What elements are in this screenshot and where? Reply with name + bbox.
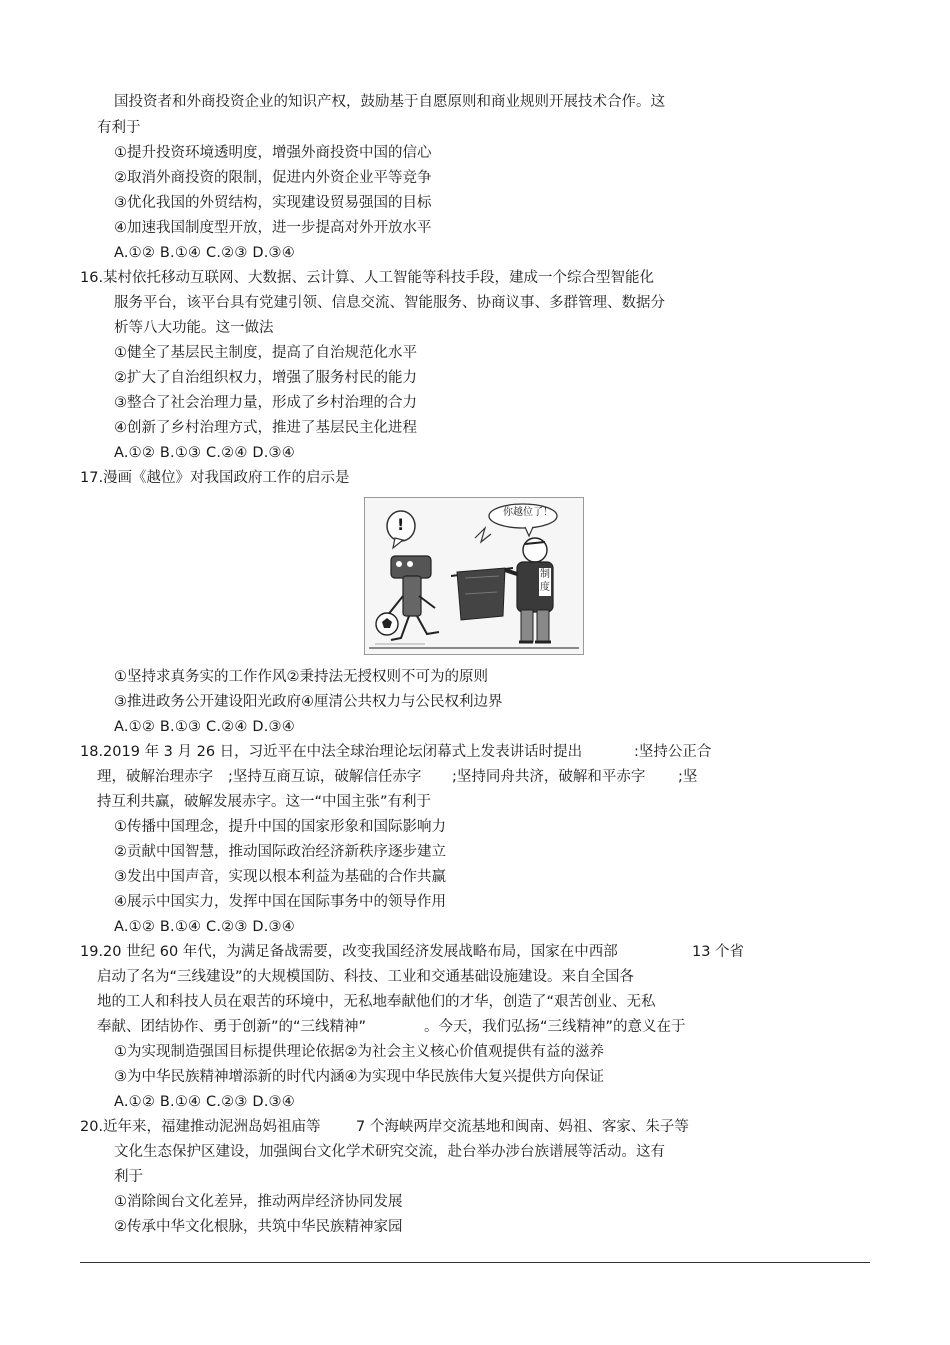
q20-stem-line-1b: 7 个海峡两岸交流基地和闽南、妈祖、客家、朱子等 [356, 1119, 689, 1135]
q15-option-1: ①提升投资环境透明度，增强外商投资中国的信心 [114, 145, 432, 161]
q18-stem-line-1a: 18.2019 年 3 月 26 日，习近平在中法全球治理论坛闭幕式上发表讲话时提出 [80, 744, 583, 760]
q15-stem-line-1: 国投资者和外商投资企业的知识产权，鼓励基于自愿原则和商业规则开展技术合作。这 [114, 94, 665, 110]
q18-answer-choices: A.①② B.①④ C.②③ D.③④ [114, 919, 295, 935]
q18-stem-line-3: 持互利共赢，破解发展赤字。这一“中国主张”有利于 [97, 794, 432, 810]
q17-options-3-4: ③推进政务公开建设阳光政府④厘清公共权力与公民权利边界 [114, 694, 503, 710]
q19-stem-line-2: 启动了名为“三线建设”的大规模国防、科技、工业和交通基础设施建设。来自全国各 [97, 969, 635, 985]
q17-answer-choices: A.①② B.①③ C.②④ D.③④ [114, 719, 295, 735]
q16-stem-line-1: 16.某村依托移动互联网、大数据、云计算、人工智能等科技手段，建成一个综合型智能化 [80, 270, 655, 286]
q15-option-4: ④加速我国制度型开放，进一步提高对外开放水平 [114, 220, 432, 236]
q18-option-3: ③发出中国声音，实现以根本利益为基础的合作共赢 [114, 869, 446, 885]
q18-stem-line-2a: 理，破解治理赤字 [97, 769, 213, 785]
cartoon-speech-text: 你越位了！ [503, 507, 553, 518]
q16-option-4: ④创新了乡村治理方式，推进了基层民主化进程 [114, 420, 417, 436]
q18-option-1: ①传播中国理念，提升中国的国家形象和国际影响力 [114, 819, 446, 835]
q20-option-1: ①消除闽台文化差异，推动两岸经济协同发展 [114, 1194, 403, 1210]
q18-option-4: ④展示中国实力，发挥中国在国际事务中的领导作用 [114, 894, 446, 910]
q20-stem-line-1a: 20.近年来，福建推动泥洲岛妈祖庙等 [80, 1119, 321, 1135]
q18-option-2: ②贡献中国智慧，推动国际政治经济新秩序逐步建立 [114, 844, 446, 860]
q19-options-3-4: ③为中华民族精神增添新的时代内涵④为实现中华民族伟大复兴提供方向保证 [114, 1069, 604, 1085]
q19-stem-line-1b: 13 个省 [692, 944, 745, 960]
cartoon-alert-mark: ! [397, 515, 405, 534]
q15-stem-line-2: 有利于 [97, 120, 141, 136]
q16-option-1: ①健全了基层民主制度，提高了自治规范化水平 [114, 345, 417, 361]
q18-stem-line-2c: ;坚持同舟共济，破解和平赤字 [452, 769, 646, 785]
q15-answer-choices: A.①② B.①④ C.②③ D.③④ [114, 245, 295, 261]
cartoon-badge-2: 度 [540, 582, 550, 593]
q20-stem-line-2: 文化生态保护区建设，加强闽台文化学术研究交流，赴台举办涉台族谱展等活动。这有 [114, 1144, 665, 1160]
q19-stem-line-4b: 。今天，我们弘扬“三线精神”的意义在于 [424, 1019, 686, 1035]
q18-stem-line-1b: :坚持公正合 [634, 744, 712, 760]
q16-stem-line-2: 服务平台，该平台具有党建引领、信息交流、智能服务、协商议事、多群管理、数据分 [114, 295, 665, 311]
cartoon-offside [364, 497, 584, 655]
q16-option-2: ②扩大了自治组织权力，增强了服务村民的能力 [114, 370, 417, 386]
q16-option-3: ③整合了社会治理力量，形成了乡村治理的合力 [114, 395, 417, 411]
q20-option-2: ②传承中华文化根脉，共筑中华民族精神家园 [114, 1219, 403, 1235]
page-bottom-rule [80, 1262, 870, 1263]
q16-answer-choices: A.①② B.①③ C.②④ D.③④ [114, 445, 295, 461]
q19-options-1-2: ①为实现制造强国目标提供理论依据②为社会主义核心价值观提供有益的滋养 [114, 1044, 604, 1060]
q16-stem-line-3: 析等八大功能。这一做法 [114, 320, 274, 336]
q20-stem-line-3: 利于 [114, 1169, 143, 1185]
q19-stem-line-3: 地的工人和科技人员在艰苦的环境中，无私地奉献他们的才华，创造了“艰苦创业、无私 [97, 994, 656, 1010]
q15-option-3: ③优化我国的外贸结构，实现建设贸易强国的目标 [114, 195, 432, 211]
q19-stem-line-1a: 19.20 世纪 60 年代，为满足备战需要，改变我国经济发展战略布局，国家在中西部 [80, 944, 618, 960]
q17-stem: 17.漫画《越位》对我国政府工作的启示是 [80, 470, 350, 486]
cartoon-badge-1: 制 [540, 569, 550, 580]
q15-option-2: ②取消外商投资的限制，促进内外资企业平等竞争 [114, 170, 432, 186]
q19-answer-choices: A.①② B.①④ C.②③ D.③④ [114, 1094, 295, 1110]
q18-stem-line-2b: ;坚持互商互谅，破解信任赤字 [228, 769, 422, 785]
q17-options-1-2: ①坚持求真务实的工作作风②秉持法无授权则不可为的原则 [114, 669, 488, 685]
q18-stem-line-2d: ;坚 [678, 769, 698, 785]
q19-stem-line-4a: 奉献、团结协作、勇于创新”的“三线精神” [97, 1019, 367, 1035]
